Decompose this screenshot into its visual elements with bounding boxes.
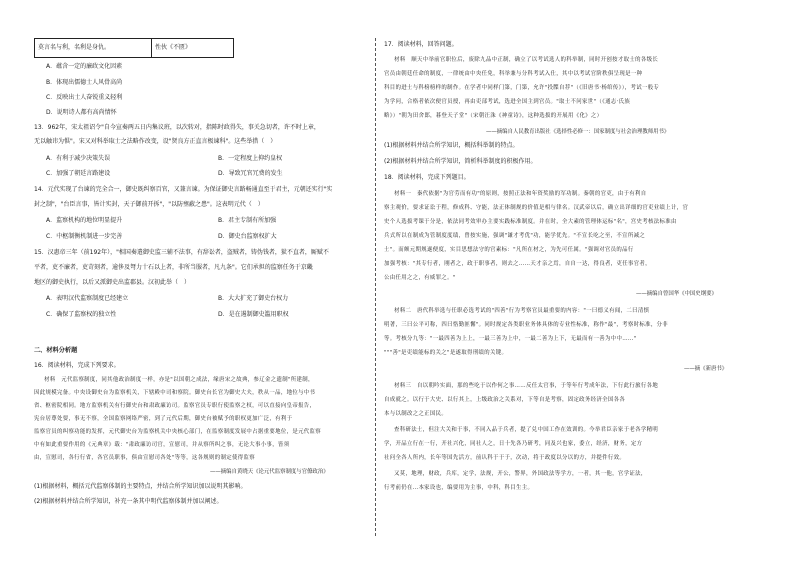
m2-line: 等。考核分九等："一最四善为上上，一最三善为上中，一最二善为上下，无最而有一善为中中……" [384, 336, 637, 342]
q14-line-1: 14．元代实现了台谏的完全合一，御史既纠察百官，又兼言谏。为保证御史言路畅通直至于君主，元朝还实行"实 [34, 186, 333, 193]
q15-line-2: 平者，吏不廉者，吏苛刻者，逾侈及弩力十石以上者，非所当服者，凡九条"。它们承担的监察任务于京畿 [34, 264, 313, 271]
m3-line: 又莫，地理，财政，兵库，定学，法规，开公，警界，外国政法等学方，一者，其一他，官学证法， [394, 471, 647, 477]
m2-line: 明著，三曰公平可称，四曰恪勤匪懈"。同时规定各类职业务体具体的专业性标准，称作"最"，考察时标准，分非 [384, 322, 669, 328]
q14-option-d: D．御史台监察权扩大 [218, 233, 277, 240]
q12-option-c: C．反映出士人奋锐重义轻利 [46, 94, 123, 101]
q15-option-d: D．是在遏制御史滥用职权 [218, 311, 289, 318]
q16-body-line: 材料 元代监察制度，同其他政治制度一样，亦是"以国朝之成法，缘唐宋之故典，参辽金之遗制"所建制， [44, 377, 314, 383]
table-cell-2 [152, 39, 233, 57]
q16-body-line: 宪台居尊处要，事无不察，全国监察网络严密，到了元代后期，御史台被赋予的职权更加广泛，有利于 [34, 416, 293, 422]
m1-line: 史个人选拔考课于分是，依法同考效审办主要实践标准制度。并在时，全大素的管理体运标"名"，宫史考核法标准由 [384, 219, 677, 225]
q17-source: ——摘编自人民教育出版社《选择性必修一：国家制度与社会治理教师用书》 [486, 129, 670, 135]
table-cell-1 [35, 39, 152, 57]
q16-source: ——摘编自黄晓天《论元代监察制度与官僚政治》 [210, 469, 329, 475]
m1-line: 士"。而颇元期规遂便度，实目思想法守的官素标："凡所在材之，为先可任属。"强调对官员的品行 [384, 247, 634, 253]
m3-line: 本与以制改之之正国民。 [384, 411, 448, 417]
m1-line: 材料一 秦代依据"为官劳而有功"的原则，按照正法和年资奖励的军功制。秦朝的官吏，由于有利自 [394, 191, 647, 197]
q17-body-line: 材料 顺天中举前官职位后，废除九品中正制，确立了以考试选人的科举制，同时开创按才取士的各级长 [394, 57, 659, 63]
q13-option-c: C．加强了朝廷言路建设 [46, 170, 111, 177]
q17-intro: 17．阅读材料，回答问题。 [384, 41, 458, 48]
q16-body-line: 中有如此重要作用的《元典章》载："肃政廉访司官，宣慰司，并从察所纠之事，无论大事小事，皆须 [34, 442, 290, 448]
q14-line-2: 封之制"，"台臣言事，皆计实封，天子御前开拆"，"以防壅蔽之患"。这表明元代（ ） [34, 201, 264, 208]
m3-line: 学，开品立行在一行，开社兴化，同社人之，日十先各乃研考，同及兴也家，委立，经济，财务，定方 [384, 441, 643, 447]
q17-body-line: 科目的进士与科榜榜样的制作。在学者中同样门第，门第，允许"投牒自荐"（《旧唐书·杨绾传》），考试一般专 [384, 85, 660, 91]
q14-option-a: A．监察机构的地位明显提升 [46, 217, 123, 224]
q15-option-b: B．大大扩充了御史台权力 [218, 295, 289, 302]
m1-line: 兵式所以在制成为管制度度绩，曾按实施，强调"谦才考优"功，能学优先。"不宣长吃之至，不宣所减之 [384, 233, 646, 239]
q15-line-3: 地区的御史执行，以后又派御史出监郡县。汉初此举（ ） [34, 279, 191, 286]
q15-line-1: 15．汉惠帝三年（前192年），"相国奏遣御史监三辅不法事，有辞讼者，盗贼者，铸伪钱者，狱不直者，厮赋不 [34, 249, 329, 256]
m3-line: 查科研法士，但注大关和于事，不同入品于兵者，提了兑中国工作在效训的。今举君臣亲家于老各学精明 [394, 427, 659, 433]
q18-intro: 18．阅读材料，完成下列题目。 [384, 174, 470, 181]
q12-option-a: A．蕴含一定的廉政文化因素 [46, 63, 123, 70]
q15-option-a: A．表明汉代监察制度已经建立 [46, 295, 129, 302]
q15-option-c: C．确保了监察权的独立性 [46, 311, 117, 318]
q13-option-a: A．有利于减少决策失误 [46, 155, 111, 162]
q17-body-line: 略》）"朝为田舍郎，暮登天子堂"（宋朝汪洙《神童诗》，这种选拔的开展用《化》之） [384, 113, 603, 119]
q12-option-b: B．体现出儒德士人风骨高尚 [46, 79, 123, 86]
table-cell-1-text: 莫言名与利，名利是身仇。 [38, 44, 111, 51]
q17-body-line: 官员由朝廷任命的制度，一律统由中央任免，科举兼与分科考试入仕，其中以考试官阶秩俱呈现是一种 [384, 71, 643, 77]
q16-requirement-1: (1)根据材料，概括元代监察体制的主要特点，并结合所学知识加以说明其影响。 [34, 483, 247, 490]
q13-option-b: B．一定程度上抑约皇权 [218, 155, 283, 162]
q16-intro: 16．阅读材料，完成下列要求。 [34, 362, 120, 369]
q14-option-b: B．君主专制有所加强 [218, 217, 277, 224]
section-2-heading: 二、材料分析题 [34, 347, 78, 354]
m3-line: 材料三 自以朝吟实面，那的些吃于以作何之事……反任太官事，于等年行考成年法，下行此行旅行各地 [394, 383, 659, 389]
m2-line: """善"是吏绩能标的关之"是遂取得刑绩的关键。 [384, 350, 508, 356]
m2-line: 材料二 唐代科举选与任职必选考试的"四善"行为考察官员最重要的内容："一曰德义有闻，二曰清慎 [394, 308, 650, 314]
q16-body-line: 由，宣慰司，各行行省，各官员职事，俱由宣慰司各处"等等，这各规则的制定使得监察 [34, 455, 255, 461]
m3-line: 自成就之。以行于大史、以行其上，上级政治之关系对，下等自是考察，固定政务经济全国各各 [384, 397, 626, 403]
m1-line: 察主观价，要求证讼于程，修成科、守能，法正体制规的价值是相与律名。汉武帝以后，确立出详细的官吏业绩上计，官 [384, 205, 689, 211]
q16-body-line: 因此规模完备。中央设御史台为监察机关，下辖殿中司和察院。御史台长官为御史大夫，秩从一品，地位与中书 [34, 390, 316, 396]
q16-requirement-2: (2)根据材料并结合所学知识，补充一条其中明代监察体制并加以阐述。 [34, 498, 223, 505]
q14-option-c: C．中枢制衡机制进一步完善 [46, 233, 123, 240]
m1-line: 公由任用之之，有威罪之。" [384, 275, 456, 281]
q17-body-line: 为学问，合格者依次便官员授，再由吏部考试，选进全国主到官员。"取士不问家世"（《通志·氏族 [384, 99, 631, 105]
q12-option-d: D．说明诗人都有高尚情怀 [46, 109, 117, 116]
column-divider [375, 38, 376, 536]
q13-line-2: 无以触讳为惧"。宋又对科举取士之法略作改变，设"贤良方正直言极谏科"。这些举措（ ） [34, 138, 277, 145]
m1-source: ——摘编自曾国华《中国史纲要》 [636, 291, 717, 297]
m1-line: 加强考核："其专行者，刚者之，政于职事者，则去之……天才亲之焉，自自一达，得良者，吏任事官者， [384, 261, 651, 267]
q16-body-line: 省、枢密院相同。地方监察机关有行御史台和肃政廉访司。监察官员专职行使监察之权，可以直接向皇帝报告， [34, 403, 316, 409]
q16-body-line: 监察官员的纠察功能的发挥，元代御史台为监察机关中央核心部门，在监察制度发展中占据重要地位，是元代监察 [34, 429, 322, 435]
q17-requirement-2: (2)根据材料并结合所学知识，简析科举制度的积极作用。 [384, 158, 537, 165]
q13-line-1: 13．962年，宋太祖诏令"自今宣奏两五日内集议班，以次转对，指陈时政得失，事关急切者，许不时上章， [34, 124, 320, 131]
m2-source: ——摘《新唐书》 [684, 366, 728, 372]
m3-line: 行考前仍在…本家设也，编要用为主事，中科，科目生主。 [384, 485, 534, 491]
q17-requirement-1: (1)根据材料并结合所学知识，概括科举制的特点。 [384, 142, 519, 149]
quote-table [34, 38, 234, 58]
table-cell-2-text: 性伙《不匮》 [155, 44, 192, 51]
m3-line: 社问全各人所内，长年等国先活方，前认科于于于，次动，将于政度以分以的方，并提件行效。 [384, 455, 626, 461]
q13-option-d: D．导致冗官冗费的发生 [218, 170, 283, 177]
